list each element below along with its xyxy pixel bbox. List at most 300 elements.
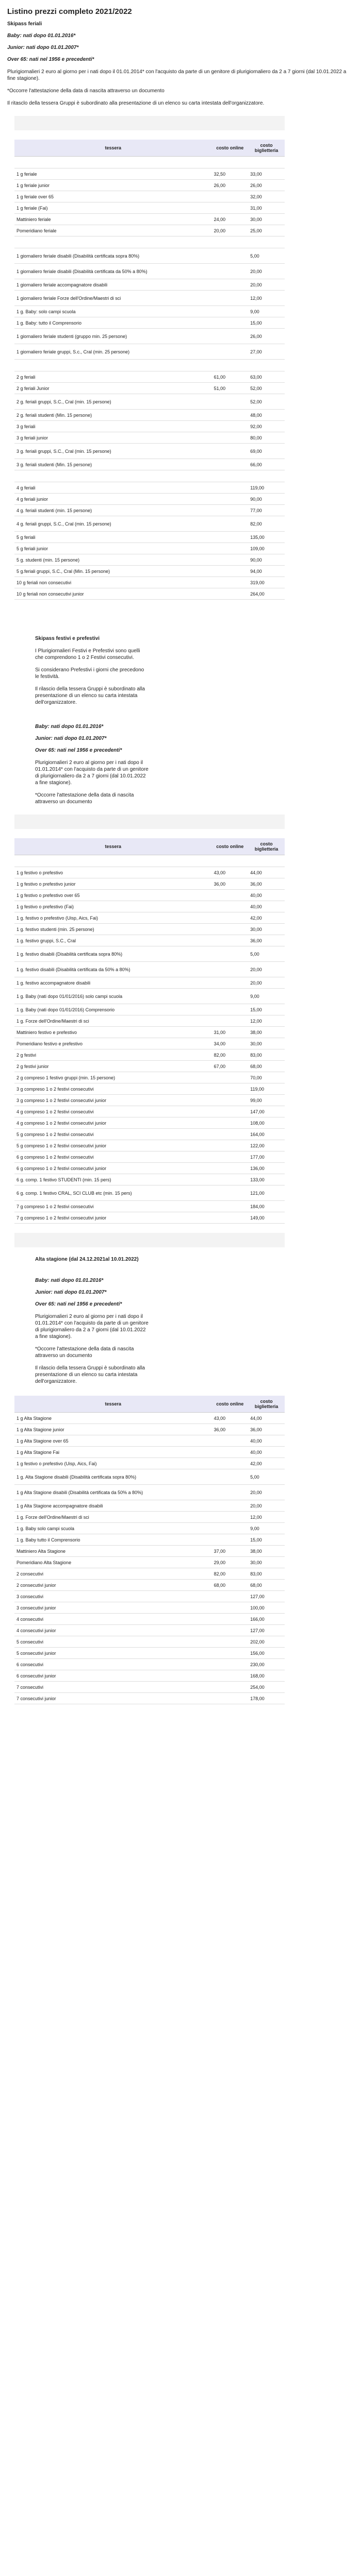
table-row: [14, 214, 285, 225]
cell-costo-online: [212, 1140, 249, 1151]
cell-costo-biglietteria: 15,00: [248, 1534, 285, 1546]
cell-costo-biglietteria: 9,00: [248, 306, 285, 317]
cell-tessera: 5 g.feriali gruppi, S.C., Cral (Min. 15 persone): [14, 566, 212, 577]
table-row: [14, 1424, 285, 1435]
cell-costo-biglietteria: 264,00: [248, 588, 285, 600]
cell-costo-online: [212, 432, 249, 444]
table-row: [14, 1163, 285, 1174]
cell-costo-biglietteria: 68,00: [248, 1061, 285, 1072]
table-row: [14, 317, 285, 329]
section-title: Alta stagione (dal 24.12.2021al 10.01.2022): [35, 1257, 139, 1262]
cell-costo-biglietteria: 63,00: [248, 371, 285, 383]
table-row: [14, 1201, 285, 1212]
column-header-biglietteria: costo biglietteria: [248, 838, 285, 855]
cell-costo-biglietteria: [248, 855, 285, 867]
table-row: [14, 291, 285, 306]
table-row: [14, 432, 285, 444]
cell-costo-biglietteria: 90,00: [248, 554, 285, 566]
cell-costo-biglietteria: 319,00: [248, 577, 285, 588]
cell-costo-online: [212, 1591, 249, 1602]
cell-tessera: 4 consecutivi: [14, 1614, 212, 1625]
table-row: [14, 532, 285, 543]
cell-tessera: 1 g Alta Stagione over 65: [14, 1435, 212, 1447]
cell-tessera: 2 g. feriali studenti (Min. 15 persone): [14, 410, 212, 421]
cell-tessera: 6 g. comp. 1 festivo CRAL, SCI CLUB etc (min. 15 pers): [14, 1185, 212, 1201]
table-row: [14, 1447, 285, 1458]
cell-tessera: 3 consecutivi junior: [14, 1602, 212, 1614]
table-row: [14, 867, 285, 878]
table-row: [14, 157, 285, 168]
cell-tessera: [14, 236, 212, 248]
cell-tessera: 1 g. Forze dell'Ordine/Maestri di sci: [14, 1512, 212, 1523]
cell-costo-biglietteria: 38,00: [248, 1027, 285, 1038]
cell-costo-online: 43,00: [212, 1413, 249, 1424]
table-row: [14, 394, 285, 410]
table-row: [14, 1625, 285, 1636]
cell-costo-biglietteria: 33,00: [248, 168, 285, 180]
table-row: [14, 1106, 285, 1117]
table-row: [14, 1049, 285, 1061]
cell-costo-online: [212, 566, 249, 577]
cell-costo-online: [212, 989, 249, 1004]
column-header-online: costo online: [212, 838, 249, 855]
table-row: [14, 1485, 285, 1500]
cell-tessera: 1 giornaliero feriale disabili (Disabilità certificata sopra 80%): [14, 248, 212, 264]
table-row: [14, 360, 285, 371]
cell-costo-biglietteria: [248, 360, 285, 371]
cell-costo-biglietteria: 12,00: [248, 1015, 285, 1027]
cell-tessera: 5 g compreso 1 o 2 festivi consecutivi junior: [14, 1140, 212, 1151]
cell-tessera: 1 g feriale over 65: [14, 191, 212, 202]
column-header-online: costo online: [212, 140, 249, 157]
cell-costo-online: 32,50: [212, 168, 249, 180]
cell-tessera: 2 consecutivi: [14, 1568, 212, 1580]
cell-costo-online: [212, 1693, 249, 1704]
cell-costo-online: [212, 444, 249, 459]
cell-costo-biglietteria: 15,00: [248, 317, 285, 329]
cell-costo-biglietteria: 20,00: [248, 279, 285, 291]
cell-tessera: [14, 470, 212, 482]
table-row: [14, 248, 285, 264]
cell-costo-online: [212, 494, 249, 505]
cell-costo-biglietteria: 9,00: [248, 1523, 285, 1534]
cell-tessera: 1 g festivo o prefestivo over 65: [14, 890, 212, 901]
table-row: [14, 371, 285, 383]
cell-tessera: 6 g compreso 1 o 2 festivi consecutivi junior: [14, 1163, 212, 1174]
cell-costo-online: [212, 279, 249, 291]
table-row: [14, 494, 285, 505]
table-body: [14, 1413, 285, 1704]
section-alta-stagione: [35, 1257, 149, 1385]
table-row: [14, 1061, 285, 1072]
cell-costo-online: [212, 855, 249, 867]
cell-costo-biglietteria: 69,00: [248, 444, 285, 459]
cell-costo-biglietteria: 164,00: [248, 1129, 285, 1140]
cell-costo-biglietteria: 109,00: [248, 543, 285, 554]
table-row: [14, 1591, 285, 1602]
cell-tessera: 7 consecutivi: [14, 1682, 212, 1693]
cell-costo-online: 68,00: [212, 1580, 249, 1591]
cell-costo-online: [212, 1458, 249, 1469]
cell-costo-online: 37,00: [212, 1546, 249, 1557]
cell-tessera: 2 consecutivi junior: [14, 1580, 212, 1591]
cell-tessera: Pomeridiano Alta Stagione: [14, 1557, 212, 1568]
cell-costo-online: [212, 394, 249, 410]
cell-tessera: 1 g. Baby: tutto il Comprensorio: [14, 317, 212, 329]
cell-tessera: 6 consecutivi junior: [14, 1670, 212, 1682]
cell-costo-online: 31,00: [212, 1027, 249, 1038]
table-row: [14, 989, 285, 1004]
table-row: [14, 1083, 285, 1095]
gruppi-note: Il ritasclo della tessera Gruppi è subordinato alla presentazione di un elenco su carta intestata dell'organizzatore.: [7, 100, 265, 106]
cell-costo-biglietteria: 36,00: [248, 935, 285, 946]
cell-costo-online: [212, 1129, 249, 1140]
cell-costo-online: 67,00: [212, 1061, 249, 1072]
cell-costo-biglietteria: 20,00: [248, 1500, 285, 1512]
cell-costo-biglietteria: 254,00: [248, 1682, 285, 1693]
table-row: [14, 1413, 285, 1424]
table-row: [14, 505, 285, 516]
cell-costo-online: [212, 554, 249, 566]
cell-costo-online: 20,00: [212, 225, 249, 236]
cell-costo-biglietteria: 30,00: [248, 214, 285, 225]
cell-costo-online: [212, 236, 249, 248]
cell-costo-online: [212, 1163, 249, 1174]
over65-note: Over 65: nati nel 1956 e precedenti*: [35, 748, 122, 753]
cell-costo-online: [212, 588, 249, 600]
divider-bar: [14, 116, 285, 130]
cell-costo-online: [212, 1117, 249, 1129]
table-row: [14, 1557, 285, 1568]
cell-costo-online: [212, 1435, 249, 1447]
cell-costo-biglietteria: 127,00: [248, 1625, 285, 1636]
column-header-biglietteria: costo biglietteria: [248, 1396, 285, 1413]
cell-costo-online: [212, 306, 249, 317]
table-row: [14, 1614, 285, 1625]
cell-tessera: 1 giornaliero feriale disabili (Disabilità certificata da 50% a 80%): [14, 264, 212, 279]
cell-costo-online: [212, 912, 249, 924]
cell-costo-biglietteria: 166,00: [248, 1614, 285, 1625]
cell-tessera: 3 g feriali: [14, 421, 212, 432]
plurigiornalieri-note: Plurigiornalieri 2 euro al giorno per i nati dopo il 01.01.2014* con l'acquisto da parte di un genitore di plurigiornaliero da 2 a 7 giorni (dal 10.01.2022 a fine stagione).: [35, 1314, 149, 1340]
cell-costo-online: [212, 1072, 249, 1083]
cell-costo-biglietteria: 80,00: [248, 432, 285, 444]
cell-tessera: 5 consecutivi: [14, 1636, 212, 1648]
cell-costo-online: [212, 157, 249, 168]
cell-costo-biglietteria: 9,00: [248, 989, 285, 1004]
cell-tessera: 4 g. feriali gruppi, S.C., Cral (min. 15 persone): [14, 516, 212, 532]
cell-costo-biglietteria: 177,00: [248, 1151, 285, 1163]
junior-note: Junior: nati dopo 01.01.2007*: [35, 736, 107, 741]
table-row: [14, 890, 285, 901]
table-row: [14, 1458, 285, 1469]
table-row: [14, 264, 285, 279]
divider-bar: [14, 815, 285, 829]
cell-tessera: 1 g. Baby (nati dopo 01/01/2016) Comprensorio: [14, 1004, 212, 1015]
table-row: [14, 855, 285, 867]
cell-costo-online: [212, 890, 249, 901]
table-row: [14, 1117, 285, 1129]
cell-costo-online: [212, 291, 249, 306]
cell-costo-biglietteria: 42,00: [248, 1458, 285, 1469]
cell-costo-biglietteria: 100,00: [248, 1602, 285, 1614]
cell-costo-online: [212, 1682, 249, 1693]
table-row: [14, 1027, 285, 1038]
table-row: [14, 1546, 285, 1557]
cell-costo-biglietteria: 68,00: [248, 1580, 285, 1591]
cell-costo-online: [212, 516, 249, 532]
cell-costo-online: [212, 962, 249, 977]
cell-tessera: Pomeridiano festivo e prefestivo: [14, 1038, 212, 1049]
cell-tessera: 2 g. feriali gruppi, S.C., Cral (min. 15 persone): [14, 394, 212, 410]
column-header-biglietteria: costo biglietteria: [248, 140, 285, 157]
cell-tessera: 1 giornaliero feriale studenti (gruppo min. 25 persone): [14, 329, 212, 344]
cell-costo-biglietteria: 44,00: [248, 867, 285, 878]
cell-tessera: Mattiniero Alta Stagione: [14, 1546, 212, 1557]
cell-costo-biglietteria: 20,00: [248, 962, 285, 977]
cell-costo-biglietteria: 178,00: [248, 1693, 285, 1704]
document-note: *Occorre l'attestazione della data di nascita attraverso un documento: [7, 88, 165, 94]
over65-note: Over 65: nati nel 1956 e precedenti*: [35, 1301, 122, 1307]
table-row: [14, 1095, 285, 1106]
cell-costo-online: [212, 1201, 249, 1212]
table-row: [14, 1500, 285, 1512]
gruppi-note: Il rilascio della tessera Gruppi è subordinato alla presentazione di un elenco su carta intestata dell'organizzatore.: [35, 1365, 145, 1384]
cell-costo-online: [212, 1212, 249, 1224]
cell-costo-biglietteria: 119,00: [248, 482, 285, 494]
table-body: [14, 855, 285, 1224]
cell-costo-online: [212, 1636, 249, 1648]
table-row: [14, 470, 285, 482]
table-row: [14, 444, 285, 459]
cell-tessera: [14, 360, 212, 371]
cell-costo-online: [212, 1083, 249, 1095]
cell-tessera: 1 g. Baby (nati dopo 01/01/2016) solo campi scuola: [14, 989, 212, 1004]
cell-costo-biglietteria: 32,00: [248, 191, 285, 202]
cell-tessera: 1 g festivo o prefestivo (Fai): [14, 901, 212, 912]
cell-tessera: 1 g. festivo disabili (Disabilità certificata sopra 80%): [14, 946, 212, 962]
cell-tessera: 4 consecutivi junior: [14, 1625, 212, 1636]
cell-costo-online: [212, 1534, 249, 1546]
cell-tessera: 4 g compreso 1 o 2 festivi consecutivi junior: [14, 1117, 212, 1129]
cell-tessera: 2 g feriali: [14, 371, 212, 383]
cell-costo-biglietteria: 168,00: [248, 1670, 285, 1682]
table-row: [14, 962, 285, 977]
table-header-row: [14, 1396, 285, 1413]
cell-costo-biglietteria: 44,00: [248, 1413, 285, 1424]
cell-tessera: 2 g festivi junior: [14, 1061, 212, 1072]
baby-note: Baby: nati dopo 01.01.2016*: [35, 724, 104, 730]
table-row: [14, 421, 285, 432]
cell-tessera: 5 g compreso 1 o 2 festivi consecutivi: [14, 1129, 212, 1140]
cell-tessera: 3 consecutivi: [14, 1591, 212, 1602]
cell-costo-biglietteria: 77,00: [248, 505, 285, 516]
cell-costo-biglietteria: 15,00: [248, 1004, 285, 1015]
cell-costo-biglietteria: 147,00: [248, 1106, 285, 1117]
cell-costo-biglietteria: 40,00: [248, 901, 285, 912]
cell-tessera: 5 consecutivi junior: [14, 1648, 212, 1659]
table-row: [14, 1185, 285, 1201]
table-row: [14, 1151, 285, 1163]
cell-tessera: 1 giornaliero feriale gruppi, S.c., Cral (min. 25 persone): [14, 344, 212, 360]
cell-costo-online: 36,00: [212, 878, 249, 890]
cell-tessera: 1 g festivo o prefestivo junior: [14, 878, 212, 890]
cell-costo-biglietteria: 70,00: [248, 1072, 285, 1083]
cell-tessera: [14, 855, 212, 867]
cell-costo-biglietteria: [248, 470, 285, 482]
table-row: [14, 1523, 285, 1534]
cell-costo-online: [212, 329, 249, 344]
cell-costo-biglietteria: [248, 236, 285, 248]
cell-costo-biglietteria: 40,00: [248, 890, 285, 901]
cell-costo-biglietteria: 48,00: [248, 410, 285, 421]
document-note: *Occorre l'attestazione della data di nascita attraverso un documento: [35, 1346, 134, 1359]
cell-costo-biglietteria: 108,00: [248, 1117, 285, 1129]
cell-costo-online: [212, 1004, 249, 1015]
cell-costo-biglietteria: 82,00: [248, 516, 285, 532]
column-header-tessera: tessera: [14, 838, 212, 855]
table-row: [14, 1670, 285, 1682]
cell-costo-online: [212, 543, 249, 554]
table-row: [14, 191, 285, 202]
section-title: Skipass feriali: [7, 21, 42, 27]
cell-tessera: 1 g. Baby solo campi scuola: [14, 1523, 212, 1534]
cell-costo-biglietteria: 121,00: [248, 1185, 285, 1201]
cell-costo-biglietteria: 52,00: [248, 383, 285, 394]
table-row: [14, 1568, 285, 1580]
cell-costo-biglietteria: 30,00: [248, 1557, 285, 1568]
cell-costo-online: [212, 421, 249, 432]
cell-costo-biglietteria: 30,00: [248, 1038, 285, 1049]
cell-costo-online: [212, 1523, 249, 1534]
cell-costo-biglietteria: 26,00: [248, 180, 285, 191]
cell-costo-online: [212, 946, 249, 962]
cell-costo-biglietteria: 52,00: [248, 394, 285, 410]
cell-costo-biglietteria: 127,00: [248, 1591, 285, 1602]
cell-tessera: 2 g festivi: [14, 1049, 212, 1061]
cell-costo-biglietteria: 36,00: [248, 1424, 285, 1435]
cell-costo-online: [212, 360, 249, 371]
cell-costo-online: 24,00: [212, 214, 249, 225]
table-row: [14, 1140, 285, 1151]
cell-costo-biglietteria: 27,00: [248, 344, 285, 360]
divider-bar: [14, 1233, 285, 1247]
cell-costo-biglietteria: 25,00: [248, 225, 285, 236]
prefestivi-definition: Si considerano Prefestivi i giorni che precedono le festività.: [35, 667, 144, 680]
cell-costo-biglietteria: 122,00: [248, 1140, 285, 1151]
cell-costo-biglietteria: 230,00: [248, 1659, 285, 1670]
cell-costo-online: [212, 1174, 249, 1185]
baby-note: Baby: nati dopo 01.01.2016*: [7, 33, 76, 39]
cell-costo-biglietteria: 90,00: [248, 494, 285, 505]
cell-costo-online: 26,00: [212, 180, 249, 191]
cell-tessera: 10 g feriali non consecutivi junior: [14, 588, 212, 600]
table-row: [14, 225, 285, 236]
table-row: [14, 1534, 285, 1546]
table-row: [14, 1636, 285, 1648]
plurigiornalieri-note: Plurigiornalieri 2 euro al giorno per i nati dopo il 01.01.2014* con l'acquisto da parte di un genitore di plurigiornaliero da 2 a 7 giorni (dal 10.01.2022 a fine stagione).: [7, 69, 347, 81]
cell-costo-online: [212, 248, 249, 264]
spacer: [7, 600, 354, 636]
table-row: [14, 306, 285, 317]
cell-tessera: 3 g. feriali studenti (Min. 15 persone): [14, 459, 212, 470]
table-row: [14, 588, 285, 600]
cell-costo-online: [212, 1648, 249, 1659]
table-row: [14, 1469, 285, 1485]
cell-costo-biglietteria: 92,00: [248, 421, 285, 432]
cell-tessera: Mattiniero festivo e prefestivo: [14, 1027, 212, 1038]
over65-note: Over 65: nati nel 1956 e precedenti*: [7, 57, 94, 62]
table-row: [14, 516, 285, 532]
cell-costo-biglietteria: 136,00: [248, 1163, 285, 1174]
cell-costo-online: [212, 901, 249, 912]
section-title: Skipass festivi e prefestivi: [35, 636, 100, 641]
cell-tessera: 1 g. Forze dell'Ordine/Maestri di sci: [14, 1015, 212, 1027]
cell-tessera: 1 giornaliero feriale Forze dell'Ordine/Maestri di sci: [14, 291, 212, 306]
cell-tessera: 3 g compreso 1 o 2 festivi consecutivi junior: [14, 1095, 212, 1106]
table-row: [14, 1212, 285, 1224]
cell-costo-biglietteria: [248, 157, 285, 168]
cell-tessera: [14, 157, 212, 168]
cell-costo-biglietteria: 12,00: [248, 291, 285, 306]
cell-costo-biglietteria: 99,00: [248, 1095, 285, 1106]
price-table-alta-stagione: [14, 1396, 285, 1704]
cell-costo-online: [212, 1106, 249, 1117]
cell-tessera: 2 g feriali Junior: [14, 383, 212, 394]
table-row: [14, 924, 285, 935]
table-row: [14, 1129, 285, 1140]
cell-costo-online: [212, 1447, 249, 1458]
cell-costo-online: [212, 1659, 249, 1670]
cell-costo-biglietteria: 20,00: [248, 977, 285, 989]
cell-tessera: 1 g feriale junior: [14, 180, 212, 191]
cell-tessera: 1 g Alta Stagione accompagnatore disabili: [14, 1500, 212, 1512]
table-row: [14, 180, 285, 191]
price-table-feriali: [14, 140, 285, 600]
cell-costo-online: 51,00: [212, 383, 249, 394]
cell-tessera: 4 g. feriali studenti (min. 15 persone): [14, 505, 212, 516]
cell-costo-online: [212, 1614, 249, 1625]
cell-costo-biglietteria: 20,00: [248, 264, 285, 279]
cell-costo-biglietteria: 156,00: [248, 1648, 285, 1659]
table-row: [14, 1174, 285, 1185]
cell-costo-biglietteria: 149,00: [248, 1212, 285, 1224]
cell-tessera: 1 giornaliero feriale accompagnatore disabili: [14, 279, 212, 291]
cell-costo-biglietteria: 38,00: [248, 1546, 285, 1557]
cell-tessera: 6 g. comp. 1 festivo STUDENTI (min. 15 pers): [14, 1174, 212, 1185]
cell-costo-online: 34,00: [212, 1038, 249, 1049]
table-row: [14, 566, 285, 577]
cell-costo-biglietteria: 20,00: [248, 1485, 285, 1500]
table-header-row: [14, 838, 285, 855]
table-row: [14, 168, 285, 180]
cell-costo-biglietteria: 135,00: [248, 532, 285, 543]
cell-costo-biglietteria: 40,00: [248, 1447, 285, 1458]
cell-costo-online: [212, 1095, 249, 1106]
cell-tessera: 7 g compreso 1 o 2 festivi consecutivi junior: [14, 1212, 212, 1224]
cell-costo-online: 36,00: [212, 1424, 249, 1435]
table-row: [14, 410, 285, 421]
cell-costo-online: 82,00: [212, 1049, 249, 1061]
cell-tessera: 1 g. Alta Stagione disabili (Disabilità certificata sopra 80%): [14, 1469, 212, 1485]
cell-costo-online: [212, 410, 249, 421]
table-row: [14, 1004, 285, 1015]
table-row: [14, 482, 285, 494]
cell-costo-online: [212, 191, 249, 202]
cell-costo-online: [212, 935, 249, 946]
cell-costo-online: [212, 1500, 249, 1512]
cell-tessera: 6 consecutivi: [14, 1659, 212, 1670]
